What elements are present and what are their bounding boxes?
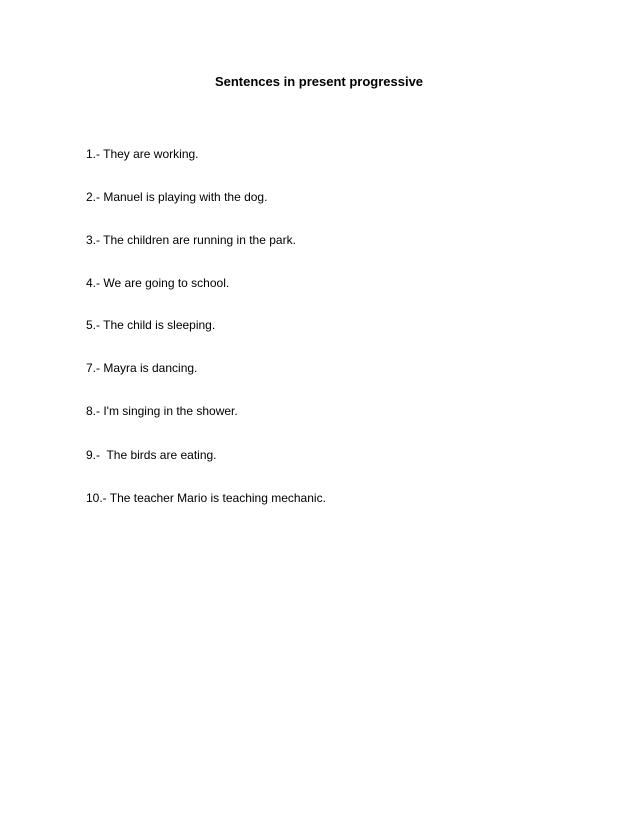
sentence-4: 4.- We are going to school. [86, 276, 230, 290]
sentence-2: 2.- Manuel is playing with the dog. [86, 190, 268, 204]
sentence-1: 1.- They are working. [86, 147, 199, 161]
document-title: Sentences in present progressive [214, 74, 424, 89]
sentence-5: 5.- The child is sleeping. [86, 318, 216, 332]
sentence-7: 7.- Mayra is dancing. [86, 361, 198, 375]
sentence-9: 9.- The birds are eating. [86, 448, 217, 462]
sentence-3: 3.- The children are running in the park. [86, 233, 296, 247]
sentence-10: 10.- The teacher Mario is teaching mechanic. [86, 491, 326, 505]
sentence-8: 8.- I'm singing in the shower. [86, 404, 238, 418]
